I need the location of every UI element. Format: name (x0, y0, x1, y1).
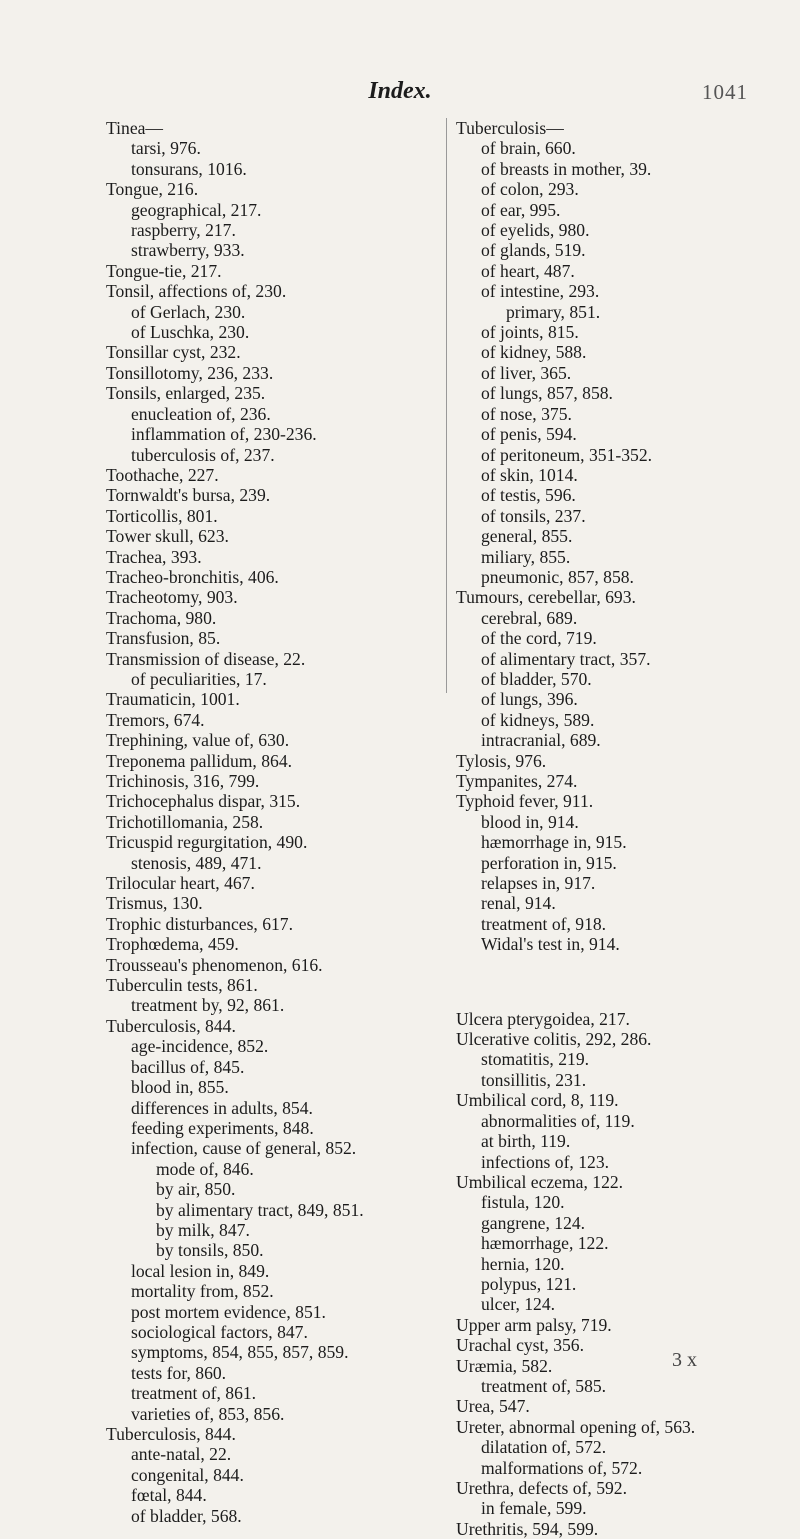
index-subentry: of bladder, 568. (131, 1505, 242, 1526)
index-subentry: perforation in, 915. (481, 852, 617, 873)
index-subentry: treatment of, 918. (481, 913, 607, 934)
index-subentry: tuberculosis of, 237. (131, 444, 275, 465)
index-subentry: of penis, 594. (481, 424, 577, 445)
index-subentry: by milk, 847. (156, 1219, 250, 1240)
index-subentry: stomatitis, 219. (481, 1049, 590, 1070)
index-subentry: of skin, 1014. (481, 464, 578, 485)
index-subentry: relapses in, 917. (481, 873, 596, 894)
index-heading: Umbilical eczema, 122. (456, 1171, 624, 1192)
index-heading: Tracheo-bronchitis, 406. (106, 566, 279, 587)
index-subentry: mortality from, 852. (131, 1281, 274, 1302)
index-heading: Uræmia, 582. (456, 1355, 553, 1376)
index-subentry: infection, cause of general, 852. (131, 1138, 357, 1159)
index-heading: Transfusion, 85. (106, 628, 221, 649)
index-subentry: of lungs, 396. (481, 689, 578, 710)
index-subentry: ante-natal, 22. (131, 1444, 232, 1465)
index-subentry: of breasts in mother, 39. (481, 158, 652, 179)
index-heading: Ulcera pterygoidea, 217. (456, 1008, 630, 1029)
index-subentry: tests for, 860. (131, 1362, 227, 1383)
index-heading: Umbilical cord, 8, 119. (456, 1090, 619, 1111)
index-subentry: of kidneys, 589. (481, 709, 595, 730)
index-subentry: Widal's test in, 914. (481, 934, 620, 955)
index-subentry: infections of, 123. (481, 1151, 610, 1172)
index-heading: Urachal cyst, 356. (456, 1335, 585, 1356)
index-heading: Tower skull, 623. (106, 526, 229, 547)
index-heading: Ulcerative colitis, 292, 286. (456, 1029, 652, 1050)
index-subentry: in female, 599. (481, 1498, 587, 1519)
index-subentry: post mortem evidence, 851. (131, 1301, 326, 1322)
index-subentry: abnormalities of, 119. (481, 1110, 635, 1131)
index-subentry: hæmorrhage in, 915. (481, 832, 627, 853)
index-heading: Trismus, 130. (106, 893, 203, 914)
index-subentry: of liver, 365. (481, 362, 572, 383)
signature-mark: 3 x (672, 1349, 697, 1371)
index-subentry: of joints, 815. (481, 322, 579, 343)
index-heading: Tongue-tie, 217. (106, 260, 222, 281)
index-heading: Tricuspid regurgitation, 490. (106, 832, 308, 853)
index-subentry: malformations of, 572. (481, 1457, 643, 1478)
index-subentry: by air, 850. (156, 1179, 236, 1200)
index-subentry: blood in, 855. (131, 1077, 229, 1098)
index-subentry: geographical, 217. (131, 199, 262, 220)
index-heading: Typhoid fever, 911. (456, 791, 594, 812)
index-column-left (106, 118, 436, 1526)
index-subentry: inflammation of, 230-236. (131, 424, 317, 445)
index-subentry: congenital, 844. (131, 1464, 244, 1485)
index-subentry: tonsurans, 1016. (131, 158, 247, 179)
page-number: 1041 (702, 80, 748, 104)
index-heading: Trichocephalus dispar, 315. (106, 791, 301, 812)
index-heading: Tuberculosis— (456, 118, 564, 138)
index-subentry: treatment of, 861. (131, 1383, 257, 1404)
index-heading: Tonsils, enlarged, 235. (106, 383, 266, 404)
index-subentry: of Luschka, 230. (131, 322, 250, 343)
index-subentry: of intestine, 293. (481, 281, 600, 302)
index-heading: Tonsillotomy, 236, 233. (106, 362, 274, 383)
index-subentry: dilatation of, 572. (481, 1437, 607, 1458)
index-heading: Tuberculin tests, 861. (106, 975, 258, 996)
index-subentry: by tonsils, 850. (156, 1240, 264, 1261)
index-subentry: of brain, 660. (481, 138, 576, 159)
index-subentry: hernia, 120. (481, 1253, 565, 1274)
index-section-t (456, 118, 786, 955)
index-subentry: hæmorrhage, 122. (481, 1233, 609, 1254)
index-heading: Urea, 547. (456, 1396, 530, 1417)
index-subentry: strawberry, 933. (131, 240, 245, 261)
index-heading: Tuberculosis, 844. (106, 1424, 236, 1444)
index-subentry: renal, 914. (481, 893, 556, 914)
index-subentry: intracranial, 689. (481, 730, 601, 751)
index-subentry: symptoms, 854, 855, 857, 859. (131, 1342, 349, 1363)
index-heading: Tuberculosis, 844. (106, 1015, 236, 1036)
index-heading: Treponema pallidum, 864. (106, 750, 293, 771)
index-heading: Tumours, cerebellar, 693. (456, 587, 636, 608)
index-heading: Toothache, 227. (106, 464, 219, 485)
index-subentry: of testis, 596. (481, 485, 576, 506)
index-heading: Trichinosis, 316, 799. (106, 771, 260, 791)
index-heading: Ureter, abnormal opening of, 563. (456, 1416, 696, 1437)
index-subentry: of ear, 995. (481, 199, 561, 220)
index-subentry: of the cord, 719. (481, 628, 597, 649)
index-subentry: bacillus of, 845. (131, 1056, 245, 1077)
index-heading: Torticollis, 801. (106, 505, 218, 526)
index-subentry: tarsi, 976. (131, 138, 201, 159)
index-heading: Trilocular heart, 467. (106, 873, 255, 894)
index-subentry: primary, 851. (506, 301, 601, 322)
index-heading: Tympanites, 274. (456, 771, 578, 791)
index-subentry: differences in adults, 854. (131, 1097, 313, 1118)
index-heading: Tornwaldt's bursa, 239. (106, 485, 271, 506)
index-heading: Urethra, defects of, 592. (456, 1478, 627, 1498)
index-subentry: at birth, 119. (481, 1131, 571, 1152)
index-subentry: of nose, 375. (481, 403, 572, 424)
index-subentry: age-incidence, 852. (131, 1036, 269, 1057)
index-heading: Trousseau's phenomenon, 616. (106, 954, 323, 975)
index-heading: Tongue, 216. (106, 179, 199, 200)
index-heading: Traumaticin, 1001. (106, 689, 240, 710)
index-subentry: pneumonic, 857, 858. (481, 566, 634, 587)
index-subentry: of lungs, 857, 858. (481, 383, 613, 404)
index-heading: Tonsil, affections of, 230. (106, 281, 287, 302)
index-heading: Tonsillar cyst, 232. (106, 342, 241, 363)
index-heading: Transmission of disease, 22. (106, 648, 306, 669)
index-subentry: miliary, 855. (481, 546, 571, 567)
index-subentry: cerebral, 689. (481, 607, 578, 628)
index-subentry: of Gerlach, 230. (131, 301, 246, 322)
index-subentry: ulcer, 124. (481, 1294, 556, 1315)
index-subentry: enucleation of, 236. (131, 403, 271, 424)
page-title: Index. (368, 78, 432, 104)
index-subentry: gangrene, 124. (481, 1212, 586, 1233)
index-heading: Trephining, value of, 630. (106, 730, 290, 751)
index-subentry: by alimentary tract, 849, 851. (156, 1199, 364, 1220)
index-subentry: treatment by, 92, 861. (131, 995, 285, 1016)
index-subentry: of peritoneum, 351-352. (481, 444, 653, 465)
index-subentry: of tonsils, 237. (481, 505, 586, 526)
index-subentry: general, 855. (481, 526, 573, 547)
section-gap (456, 955, 786, 1009)
index-heading: Tinea— (106, 118, 164, 138)
index-subentry: fœtal, 844. (131, 1485, 207, 1506)
index-heading: Trophic disturbances, 617. (106, 913, 294, 934)
index-subentry: polypus, 121. (481, 1273, 577, 1294)
index-subentry: of heart, 487. (481, 260, 575, 281)
index-subentry: feeding experiments, 848. (131, 1117, 314, 1138)
index-subentry: tonsillitis, 231. (481, 1069, 587, 1090)
index-subentry: raspberry, 217. (131, 220, 236, 241)
index-subentry: varieties of, 853, 856. (131, 1403, 285, 1424)
index-subentry: of bladder, 570. (481, 668, 592, 689)
index-subentry: fistula, 120. (481, 1192, 565, 1213)
index-subentry: of eyelids, 980. (481, 220, 590, 241)
index-column-right (456, 118, 786, 1539)
index-subentry: local lesion in, 849. (131, 1260, 270, 1281)
index-heading: Trichotillomania, 258. (106, 811, 264, 832)
index-heading: Tremors, 674. (106, 709, 205, 730)
index-subentry: of peculiarities, 17. (131, 668, 267, 689)
index-heading: Urethritis, 594, 599. (456, 1518, 599, 1539)
index-heading: Trachea, 393. (106, 546, 202, 567)
index-heading: Tylosis, 976. (456, 750, 547, 771)
index-heading: Tracheotomy, 903. (106, 587, 238, 608)
index-subentry: blood in, 914. (481, 811, 579, 832)
index-subentry: of alimentary tract, 357. (481, 648, 651, 669)
index-subentry: of colon, 293. (481, 179, 579, 200)
index-subentry: sociological factors, 847. (131, 1321, 308, 1342)
running-header (0, 78, 800, 108)
index-heading: Trophœdema, 459. (106, 934, 239, 955)
index-subentry: of kidney, 588. (481, 342, 587, 363)
index-heading: Trachoma, 980. (106, 607, 217, 628)
index-section-u (456, 1009, 786, 1539)
index-subentry: stenosis, 489, 471. (131, 852, 262, 873)
index-subentry: of glands, 519. (481, 240, 586, 261)
index-heading: Upper arm palsy, 719. (456, 1314, 612, 1335)
index-subentry: mode of, 846. (156, 1158, 254, 1179)
index-subentry: treatment of, 585. (481, 1375, 607, 1396)
